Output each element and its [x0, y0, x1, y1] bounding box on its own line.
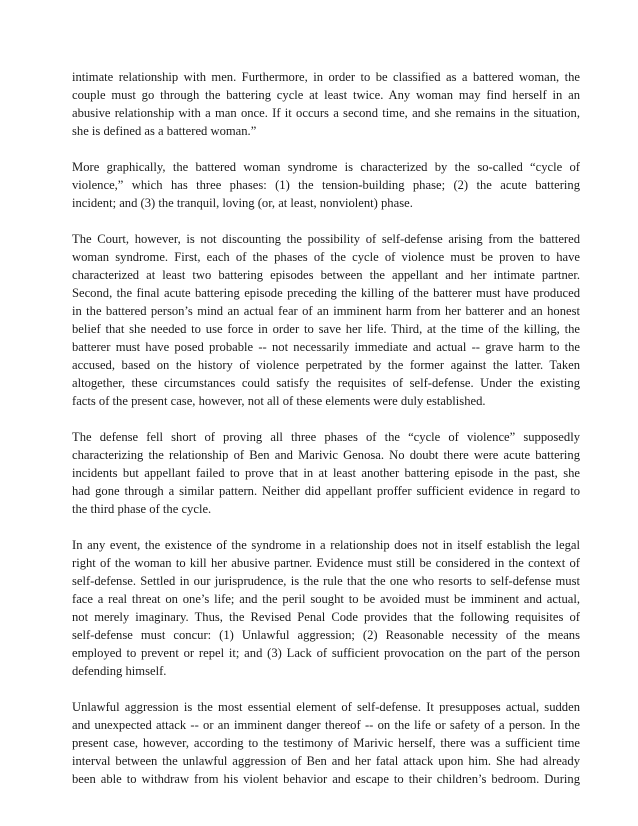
text-line: The defense fell short of proving all three phases of the “cycle of violence” supposedly [72, 430, 580, 444]
text-line: she is defined as a battered woman.” [72, 124, 257, 138]
text-line: self-defense must concur: (1) Unlawful aggression; (2) Reasonable necessity of the means [72, 628, 580, 642]
text-line: couple must go through the battering cycle at least twice. Any woman may find herself in an [72, 88, 580, 102]
text-line: present case, however, according to the testimony of Marivic herself, there was a sufficient time [72, 736, 580, 750]
text-line: Second, the final acute battering episode preceding the killing of the batterer must have produced [72, 286, 580, 300]
text-line: face a real threat on one’s life; and the peril sought to be avoided must be imminent and actual, [72, 592, 580, 606]
text-line: facts of the present case, however, not all of these elements were duly established. [72, 394, 486, 408]
text-line: and unexpected attack -- or an imminent danger thereof -- on the life or safety of a person. In the [72, 718, 580, 732]
text-line: batterer must have posed probable -- not necessarily immediate and actual -- grave harm to the [72, 340, 580, 354]
text-line: the third phase of the cycle. [72, 502, 212, 516]
paragraph-5 [72, 536, 580, 680]
text-line: had gone through a similar pattern. Neither did appellant proffer sufficient evidence in regard to [72, 484, 580, 498]
text-line: Unlawful aggression is the most essential element of self-defense. It presupposes actual, sudden [72, 700, 580, 714]
text-line: violence,” which has three phases: (1) the tension-building phase; (2) the acute battering [72, 178, 580, 192]
text-line: incidents but appellant failed to prove that in at least another battering episode in the past, she [72, 466, 580, 480]
text-line: in the battered person’s mind an actual fear of an imminent harm from her batterer and an honest [72, 304, 580, 318]
text-line: In any event, the existence of the syndrome in a relationship does not in itself establish the legal [72, 538, 580, 552]
text-line: characterizing the relationship of Ben and Marivic Genosa. No doubt there were acute battering [72, 448, 580, 462]
text-line: The Court, however, is not discounting the possibility of self-defense arising from the battered [72, 232, 580, 246]
paragraph-4 [72, 428, 580, 518]
text-line: intimate relationship with men. Furthermore, in order to be classified as a battered woman, the [72, 70, 580, 84]
paragraph-6 [72, 698, 580, 788]
paragraph-1 [72, 68, 580, 140]
text-line: abusive relationship with a man once. If it occurs a second time, and she remains in the situation, [72, 106, 580, 120]
text-line: More graphically, the battered woman syndrome is characterized by the so-called “cycle of [72, 160, 580, 174]
text-line: accused, based on the history of violence perpetrated by the former against the latter. Taken [72, 358, 580, 372]
text-line: right of the woman to kill her abusive partner. Evidence must still be considered in the context of [72, 556, 580, 570]
text-line: employed to prevent or repel it; and (3) Lack of sufficient provocation on the part of the person [72, 646, 580, 660]
text-line: interval between the unlawful aggression of Ben and her fatal attack upon him. She had already [72, 754, 580, 768]
text-line: belief that she needed to use force in order to save her life. Third, at the time of the killing, the [72, 322, 580, 336]
text-line: incident; and (3) the tranquil, loving (or, at least, nonviolent) phase. [72, 196, 413, 210]
text-line: been able to withdraw from his violent behavior and escape to their children’s bedroom. During [72, 772, 580, 786]
text-line: self-defense. Settled in our jurisprudence, is the rule that the one who resorts to self-defense must [72, 574, 580, 588]
text-line: altogether, these circumstances could satisfy the requisites of self-defense. Under the existing [72, 376, 580, 390]
document-body [72, 68, 580, 806]
text-line: defending himself. [72, 664, 167, 678]
text-line: not merely imaginary. Thus, the Revised Penal Code provides that the following requisites of [72, 610, 580, 624]
text-line: woman syndrome. First, each of the phases of the cycle of violence must be proven to have [72, 250, 580, 264]
paragraph-3 [72, 230, 580, 410]
paragraph-2 [72, 158, 580, 212]
text-line: characterized at least two battering episodes between the appellant and her intimate partner. [72, 268, 580, 282]
